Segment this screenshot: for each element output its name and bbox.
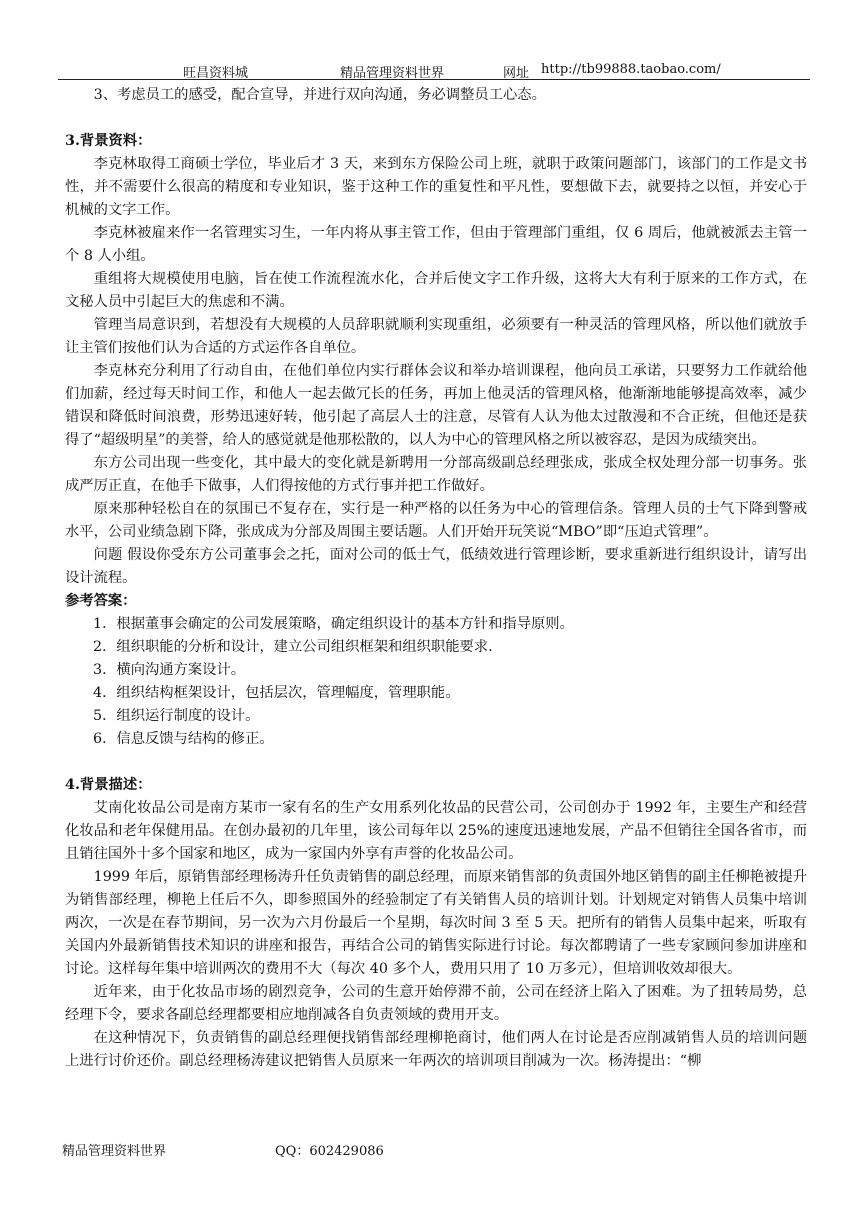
section4-paragraph: 近年来，由于化妆品市场的剧烈竞争，公司的生意开始停滞不前，公司在经济上陷入了困难。为了扭转局势，总经理下令，要求各副总经理都要相应地削减各自负责领域的费用开支。 [65,984,807,1023]
section3-paragraph: 管理当局意识到，若想没有大规模的人员辞职就顺利实现重组，必须要有一种灵活的管理风格，所以他们就放手让主管们按他们认为合适的方式运作各自单位。 [65,317,807,356]
page-footer [0,1140,868,1160]
header-divider [58,79,810,80]
answer-item: 5．组织运行制度的设计。 [93,708,260,724]
header-site-name: 旺昌资料城 [183,66,249,81]
document-body [65,84,807,1073]
spacer [65,107,807,130]
section3-paragraph: 李克林充分利用了行动自由，在他们单位内实行群体会议和举办培训课程，他向员工承诺，只要努力工作就给他们加薪，经过每天时间工作，和他人一起去做冗长的任务，再加上他灵活的管理风格，他渐渐地能够提高效率，减少错误和降低时间浪费，形势迅速好转，他引起了高层人士的注意，尽管有人认为他太过散漫和不合正统，但他还是获得了“超级明星”的美誉，给人的感觉就是他那松散的，以人为中心的管理风格之所以被容忍，是因为成绩突出。 [65,363,807,448]
header-url-label: 网址 [503,66,530,81]
section3-question: 问题 假设你受东方公司董事会之托，面对公司的低士气，低绩效进行管理诊断，要求重新进行组织设计，请写出设计流程。 [65,547,807,586]
answer-item: 3．横向沟通方案设计。 [93,662,246,678]
answer-heading: 参考答案： [65,593,137,609]
section3-heading: 3.背景资料： [65,133,152,149]
answer-item: 4．组织结构框架设计，包括层次，管理幅度，管理职能。 [93,685,460,701]
page-header [0,60,868,80]
answer-item: 6．信息反馈与结构的修正。 [93,731,274,747]
section3-paragraph: 东方公司出现一些变化，其中最大的变化就是新聘用一分部高级副总经理张成，张成全权处理分部一切事务。张成严厉正直，在他手下做事，人们得按他的方式行事并把工作做好。 [65,455,807,494]
section3-paragraph: 原来那种轻松自在的氛围已不复存在，实行是一种严格的以任务为中心的管理信条。管理人员的士气下降到警戒水平，公司业绩急剧下降，张成成为分部及周围主要话题。人们开始开玩笑说“MBO”即“压迫式管理”。 [65,501,807,540]
section4-paragraph: 1999 年后，原销售部经理杨涛升任负责销售的副总经理，而原来销售部的负责国外地区销售的副主任柳艳被提升为销售部经理，柳艳上任后不久，即参照国外的经验制定了有关销售人员的培训计划。计划规定对销售人员集中培训两次，一次是在春节期间，另一次为六月份最后一个星期，每次时间 3 至 5 天。把所有的销售人员集中起来，听取有关国内外最新销售技术知识的讲座和报告，再结合公司的销售实际进行讨论。每次都聘请了一些专家顾问参加讲座和讨论。这样每年集中培训两次的费用不大（每次 40 多个人，费用只用了 10 万多元），但培训收效却很大。 [65,869,807,977]
section3-paragraph: 李克林被雇来作一名管理实习生，一年内将从事主管工作，但由于管理部门重组，仅 6 周后，他就被派去主管一个 8 人小组。 [65,225,807,264]
footer-qq: QQ：602429086 [275,1144,384,1159]
section4-paragraph: 艾南化妆品公司是南方某市一家有名的生产女用系列化妆品的民营公司，公司创办于 1992 年，主要生产和经营化妆品和老年保健用品。在创办最初的几年里，该公司每年以 25%的速度迅速地发展，产品不但销往全国各省市，而且销往国外十多个国家和地区，成为一家国内外享有声誉的化妆品公司。 [65,800,807,862]
spacer [65,751,807,774]
header-url: http://tb99888.taobao.com/ [541,62,721,77]
answer-item: 1．根据董事会确定的公司发展策略，确定组织设计的基本方针和指导原则。 [93,616,574,632]
section4-paragraph: 在这种情况下，负责销售的副总经理便找销售部经理柳艳商讨，他们两人在讨论是否应削减销售人员的培训问题上进行讨价还价。副总经理杨涛建议把销售人员原来一年两次的培训项目削减为一次。杨涛提出：“柳 [65,1030,807,1069]
section3-paragraph: 重组将大规模使用电脑，旨在使工作流程流水化，合并后使文字工作升级，这将大大有利于原来的工作方式，在文秘人员中引起巨大的焦虑和不满。 [65,271,807,310]
intro-item: 3、考虑员工的感受，配合宣导，并进行双向沟通，务必调整员工心态。 [93,87,546,103]
section3-paragraph: 李克林取得工商硕士学位，毕业后才 3 天，来到东方保险公司上班，就职于政策问题部门，该部门的工作是文书性，并不需要什么很高的精度和专业知识，鉴于这种工作的重复性和平凡性，要想做下去，就要持之以恒，并安心于机械的文字工作。 [65,156,807,218]
section4-heading: 4.背景描述： [65,777,152,793]
answer-item: 2．组织职能的分析和设计，建立公司组织框架和组织职能要求. [93,639,493,655]
footer-brand: 精品管理资料世界 [62,1144,167,1159]
header-brand: 精品管理资料世界 [340,66,445,81]
